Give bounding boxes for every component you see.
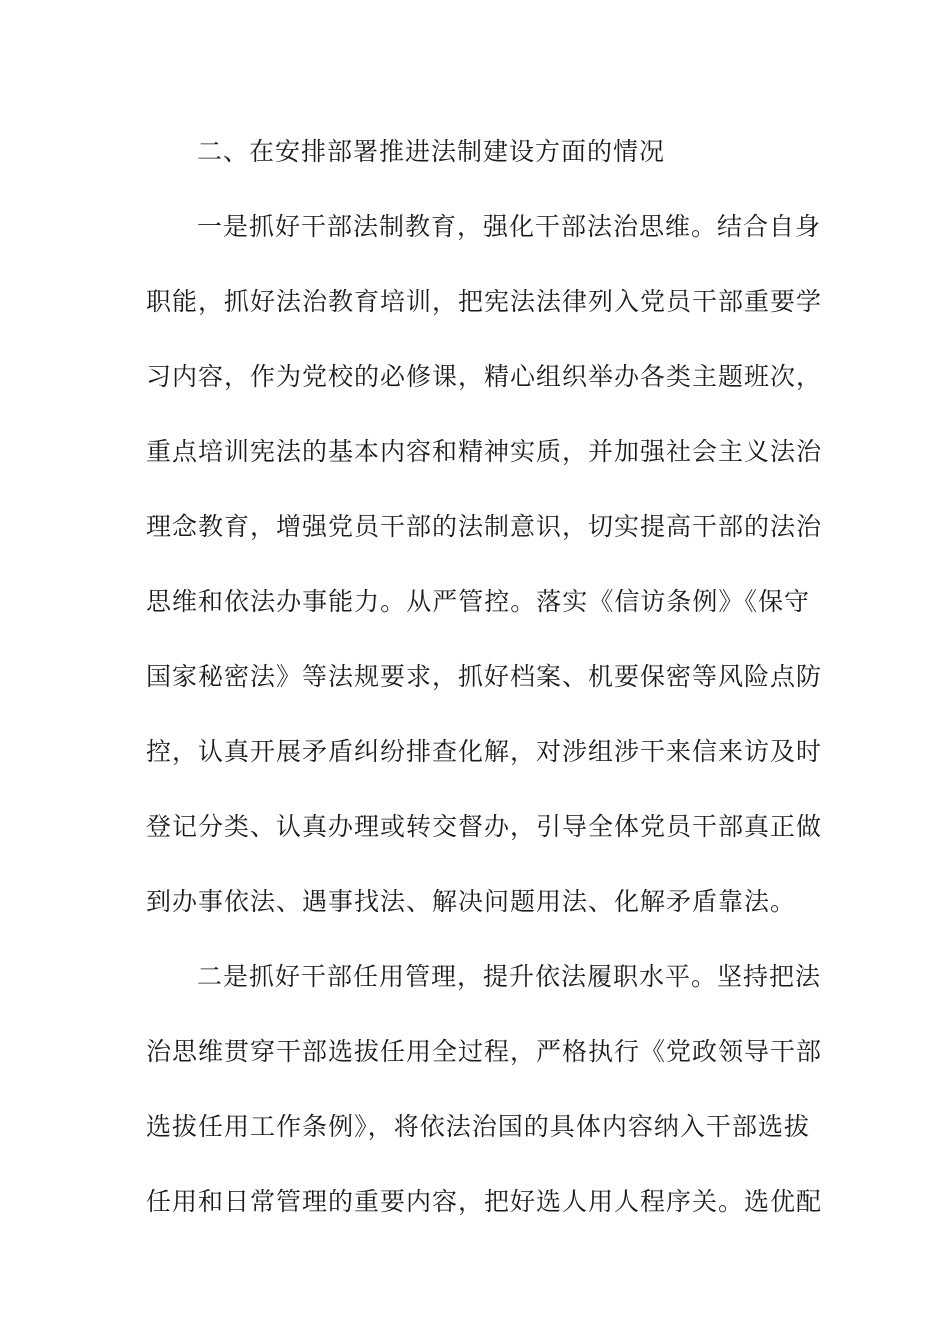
paragraph-1-line-1: 一是抓好干部法制教育，强化干部法治思维。结合自身 [197,212,822,241]
paragraph-1-line-4: 重点培训宪法的基本内容和精神实质，并加强社会主义法治 [146,437,823,466]
paragraph-1-line-2: 职能，抓好法治教育培训，把宪法法律列入党员干部重要学 [146,287,823,316]
paragraph-2-line-3: 选拔任用工作条例》，将依法治国的具体内容纳入干部选拔 [146,1112,810,1141]
paragraph-1-line-8: 控，认真开展矛盾纠纷排查化解，对涉组涉干来信来访及时 [146,737,823,766]
paragraph-1-line-3: 习内容，作为党校的必修课，精心组织举办各类主题班次， [146,362,823,391]
paragraph-2-line-4: 任用和日常管理的重要内容，把好选人用人程序关。选优配 [146,1187,823,1216]
paragraph-1-line-7: 国家秘密法》等法规要求，抓好档案、机要保密等风险点防 [146,662,823,691]
paragraph-2-line-1: 二是抓好干部任用管理，提升依法履职水平。坚持把法 [197,962,822,991]
paragraph-1-line-6: 思维和依法办事能力。从严管控。落实《信访条例》《保守 [146,587,810,616]
paragraph-1-line-10: 到办事依法、遇事找法、解决问题用法、化解矛盾靠法。 [146,887,797,916]
paragraph-1-line-5: 理念教育，增强党员干部的法制意识，切实提高干部的法治 [146,512,823,541]
paragraph-1-line-9: 登记分类、认真办理或转交督办，引导全体党员干部真正做 [146,812,823,841]
paragraph-2-line-2: 治思维贯穿干部选拔任用全过程，严格执行《党政领导干部 [146,1037,823,1066]
section-heading: 二、在安排部署推进法制建设方面的情况 [197,137,666,166]
